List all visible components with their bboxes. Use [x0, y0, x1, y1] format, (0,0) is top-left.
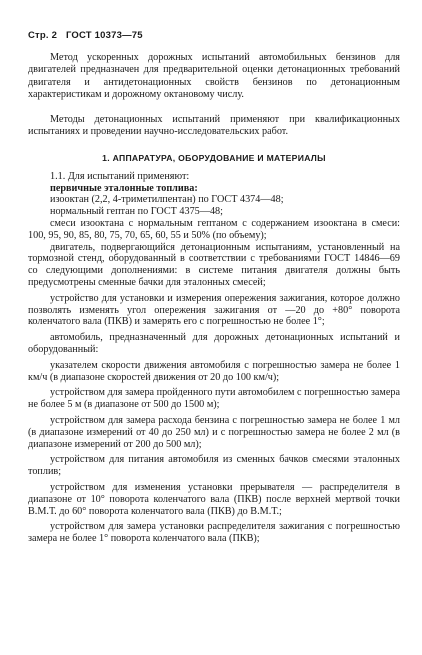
section-title: 1. АППАРАТУРА, ОБОРУДОВАНИЕ И МАТЕРИАЛЫ [102, 153, 326, 164]
mixtures-item: смеси изооктана с нормальным гептаном с содержанием изооктана в смеси: 100, 95, 90, 85, 80, 75, 70, 65, 60, 55 и 50% (по объему); [28, 218, 400, 241]
vehicle-item: автомобиль, предназначенный для дорожных детонационных испытаний и оборудованный: [28, 332, 400, 355]
methods-paragraph: Методы детонационных испытаний применяют при квалификационных испытаниях и проведении научно-исследовательских работ. [28, 113, 400, 138]
speedometer-item: указателем скорости движения автомобиля с погрешностью замера не более 1 км/ч (в диапазоне скоростей движения от 20 до 100 км/ч); [28, 359, 400, 383]
heptane-item: нормальный гептан по ГОСТ 4375—48; [50, 206, 223, 218]
page-number: Стр. 2 [28, 30, 58, 41]
document-body [28, 52, 400, 545]
fuel-flow-device-item: устройством для замера расхода бензина с погрешностью замера не более 1 мл (в диапазоне измерений от 40 до 250 мл) и с погрешностью замера не более 2 мл (в диапазоне измерений от 200 до 500 мл); [28, 414, 400, 450]
intro-paragraph: Метод ускоренных дорожных испытаний автомобильных бензинов для двигателей предназначен для предварительной оценки детонационных требований двигателя и антидетонационных свойств бензинов по детонационным характеристикам и дорожному октановому числу. [28, 52, 400, 101]
distributor-measure-item: устройством для замера установки распределителя зажигания с погрешностью замера не более 1° поворота коленчатого вала (ПКВ); [28, 521, 400, 545]
isooctane-item: изооктан (2,2, 4-триметилпентан) по ГОСТ 4374—48; [50, 194, 284, 206]
engine-item: двигатель, подвергающийся детонационным испытаниям, установленный на тормозной стенд, оборудованный в соответствии с требованиями ГОСТ 14846—69 со следующими дополнениями: в системе питания двигателя должны быть предусмотрены сменные бачки для эталонных смесей; [28, 241, 400, 289]
fuel-supply-device-item: устройством для питания автомобиля из сменных бачков смесями эталонных топлив; [28, 454, 400, 478]
page-header [28, 30, 149, 41]
ignition-device-item: устройство для установки и измерения опережения зажигания, которое должно позволять изменять угол опережения зажигания от —20 до +80° поворота коленчатого вала (ПКВ) и замерять его с погрешностью не более 1°; [28, 292, 400, 328]
standard-number: ГОСТ 10373—75 [65, 30, 143, 41]
primary-reference-fuels: первичные эталонные топлива: [50, 182, 198, 194]
distributor-adjust-item: устройством для изменения установки прерывателя — распределителя в диапазоне от 10° поворота коленчатого вала (ПКВ) после верхней мертвой точки В.М.Т. до 60° поворота коленчатого вала (ПКВ) до В.М.Т.; [28, 481, 400, 517]
distance-device-item: устройством для замера пройденного пути автомобилем с погрешностью замера не более 5 м (в диапазоне от 500 до 1500 м); [28, 387, 401, 411]
clause-1-1: 1.1. Для испытаний применяют: [50, 170, 190, 182]
